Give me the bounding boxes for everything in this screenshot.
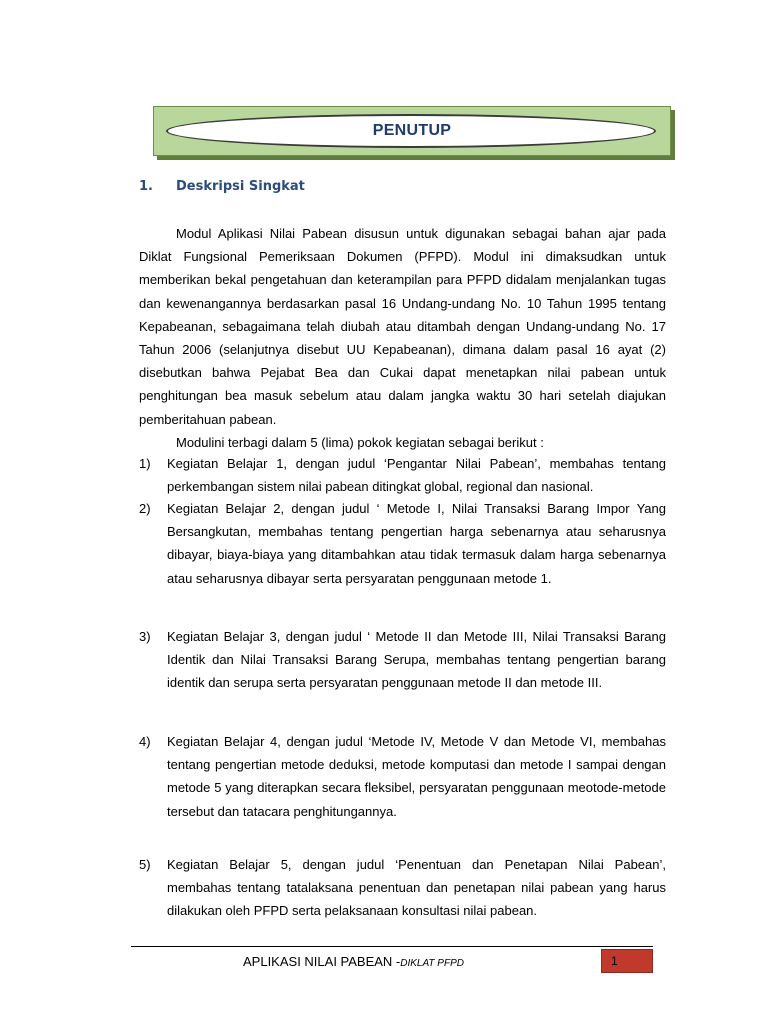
list-item-text: Kegiatan Belajar 4, dengan judul ‘Metode IV, Metode V dan Metode VI, membahas tentang pengertian metode deduksi, metode komputasi dan metode I sampai dengan metode 5 yang diterapkan secara fleksibel, persyaratan penggunaan meotode-metode tersebut dan tatacara penghitungannya. [167,734,666,819]
list-marker: 5) [139,857,151,872]
footer-title [243,954,464,969]
list-marker: 4) [139,734,151,749]
footer-main: APLIKASI NILAI PABEAN - [243,954,401,969]
footer-divider [131,946,653,947]
lead-sentence: Modulini terbagi dalam 5 (lima) pokok kegiatan sebagai berikut : [176,435,544,450]
intro-text: Modul Aplikasi Nilai Pabean disusun untuk digunakan sebagai bahan ajar pada Diklat Fungsional Pemeriksaan Dokumen (PFPD). Modul ini dimaksudkan untuk memberikan bekal pengetahuan dan keterampilan para PFPD didalam menjalankan tugas dan kewenangannya berdasarkan pasal 16 Undang-undang No. 10 Tahun 1995 tentang Kepabeanan, sebagaimana telah diubah atau ditambah dengan Undang-undang No. 17 Tahun 2006 (selanjutnya disebut UU Kepabeanan), dimana dalam pasal 16 ayat (2) disebutkan bahwa Pejabat Bea dan Cukai dapat menetapkan nilai pabean untuk penghitungan bea masuk sebelum atau dalam jangka waktu 30 hari setelah diajukan pemberitahuan pabean. [139,226,666,427]
list-marker: 1) [139,456,151,471]
list-item-text: Kegiatan Belajar 3, dengan judul ‘ Metode II dan Metode III, Nilai Transaksi Barang Identik dan Nilai Transaksi Barang Serupa, membahas tentang pengertian barang identik dan serupa serta persyaratan penggunaan metode II dan metode III. [167,629,666,691]
section-heading [139,179,305,194]
list-item-text: Kegiatan Belajar 5, dengan judul ‘Penentuan dan Penetapan Nilai Pabean’, membahas tentang tatalaksana penentuan dan penetapan nilai pabean yang harus dilakukan oleh PFPD serta pelaksanaan konsultasi nilai pabean. [167,857,666,919]
intro-paragraph [139,222,666,431]
list-item-text: Kegiatan Belajar 1, dengan judul ‘Pengantar Nilai Pabean’, membahas tentang perkembangan sistem nilai pabean ditingkat global, regional dan nasional. [167,456,666,495]
list-item-text: Kegiatan Belajar 2, dengan judul ‘ Metode I, Nilai Transaksi Barang Impor Yang Bersangkutan, membahas tentang pengertian harga sebenarnya atau seharusnya dibayar, biaya-biaya yang ditambahkan atau tidak termasuk dalam harga sebenarnya atau seharusnya dibayar serta persyaratan penggunaan metode 1. [167,501,666,586]
footer-subtitle: DIKLAT PFPD [400,958,464,969]
page-number: 1 [601,949,653,973]
section-number: 1. [139,179,153,194]
section-title: Deskripsi Singkat [176,179,305,194]
list-marker: 2) [139,501,151,516]
list-marker: 3) [139,629,151,644]
chapter-banner [153,106,671,156]
chapter-title: PENUTUP [372,122,452,139]
